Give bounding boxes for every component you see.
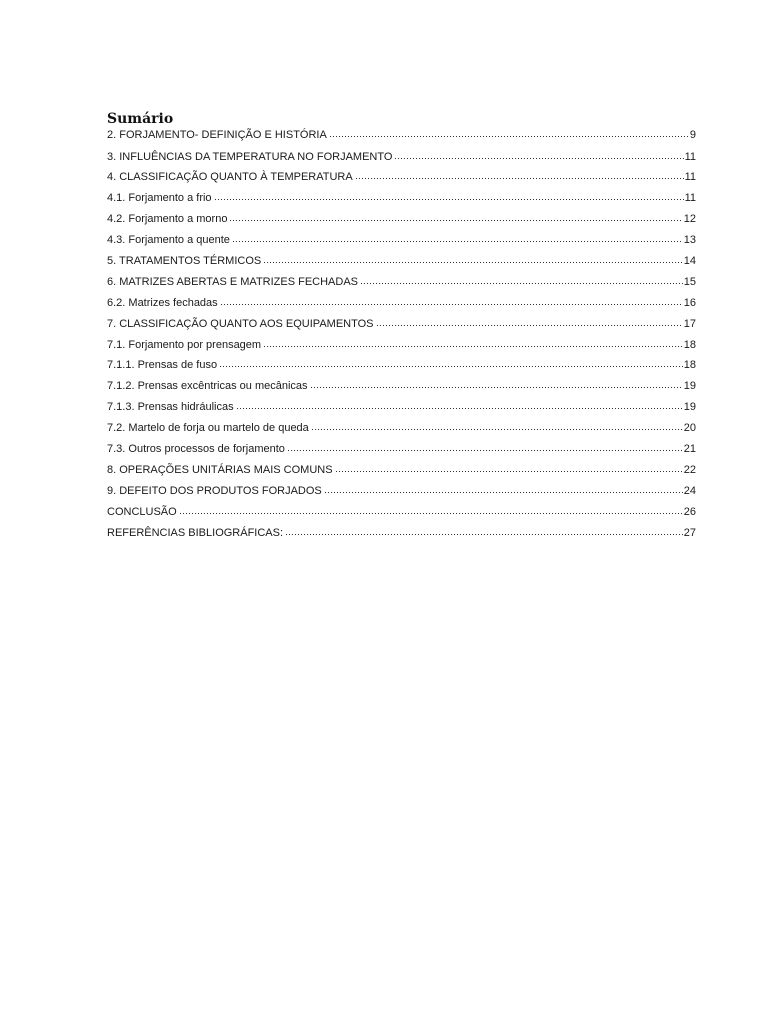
dot-leader [220,296,683,306]
toc-entry-page-number: 19 [683,401,696,414]
toc-entry[interactable] [107,379,696,400]
toc-entry-label: 6.2. Matrizes fechadas [107,296,218,309]
toc-entry-page-number: 20 [683,422,696,435]
dot-leader [329,128,689,138]
toc-entry-page-number: 15 [683,275,696,288]
toc-entry-page-number: 21 [683,442,696,455]
toc-entry-page-number: 11 [684,171,696,184]
toc-entry[interactable] [107,400,696,421]
toc-entry-page-number: 18 [683,338,696,351]
dot-leader [229,212,682,222]
dot-leader [360,275,683,285]
toc-entry-page-number: 11 [684,150,696,163]
toc-entry-page-number: 22 [683,463,696,476]
toc-entry-page-number: 9 [689,129,696,141]
toc-entry[interactable] [107,317,696,338]
dot-leader [263,338,683,348]
dot-leader [311,421,683,431]
toc-entry-label: 3. INFLUÊNCIAS DA TEMPERATURA NO FORJAMENTO [107,150,393,163]
toc-entry-label: 7. CLASSIFICAÇÃO QUANTO AOS EQUIPAMENTOS [107,317,374,330]
toc-entry[interactable] [107,191,696,212]
dot-leader [335,463,683,473]
toc-entry-label: 4. CLASSIFICAÇÃO QUANTO À TEMPERATURA [107,171,353,184]
toc-entry[interactable] [107,421,696,442]
toc-entry-label: 4.3. Forjamento a quente [107,234,230,247]
dot-leader [263,254,683,264]
toc-entry-label: REFERÊNCIAS BIBLIOGRÁFICAS: [107,526,284,539]
toc-entry-label: 8. OPERAÇÕES UNITÁRIAS MAIS COMUNS [107,463,333,476]
toc-entry[interactable] [107,442,696,463]
toc-entry[interactable] [107,338,696,359]
toc-entry[interactable] [107,170,696,191]
toc-title: Sumário [107,111,174,127]
toc-entry-page-number: 27 [683,526,696,539]
toc-entry-label: 7.1. Forjamento por prensagem [107,338,262,351]
toc-entry-label: 4.2. Forjamento a morno [107,213,228,226]
toc-entry-page-number: 26 [683,505,696,518]
toc-entry-label: 7.2. Martelo de forja ou martelo de queda [107,422,309,435]
dot-leader [232,233,683,243]
toc-entry-page-number: 18 [683,359,696,372]
toc-entry-label: 9. DEFEITO DOS PRODUTOS FORJADOS [107,484,322,497]
dot-leader [236,400,683,410]
toc-entry-label: 2. FORJAMENTO- DEFINIÇÃO E HISTÓRIA [107,129,327,141]
toc-entry[interactable] [107,463,696,484]
toc-entry-list [107,128,696,546]
toc-entry-label: 7.3. Outros processos de forjamento [107,442,285,455]
toc-entry-page-number: 16 [683,296,696,309]
dot-leader [324,484,683,494]
toc-entry-page-number: 11 [684,192,696,205]
toc-entry[interactable] [107,212,696,233]
toc-entry-page-number: 19 [683,380,696,393]
dot-leader [394,150,683,160]
toc-entry-label: 5. TRATAMENTOS TÉRMICOS [107,254,262,267]
toc-entry[interactable] [107,128,696,150]
toc-entry-label: 6. MATRIZES ABERTAS E MATRIZES FECHADAS [107,275,359,288]
toc-entry[interactable] [107,505,696,526]
toc-entry[interactable] [107,358,696,379]
dot-leader [287,442,683,452]
toc-entry[interactable] [107,484,696,505]
toc-entry[interactable] [107,296,696,317]
dot-leader [310,379,683,389]
toc-entry[interactable] [107,254,696,275]
toc-entry-label: 7.1.1. Prensas de fuso [107,359,218,372]
toc-entry-page-number: 17 [683,317,696,330]
dot-leader [355,170,684,180]
toc-entry-page-number: 14 [683,254,696,267]
table-of-contents [107,110,696,546]
toc-entry-page-number: 12 [683,213,696,226]
toc-entry[interactable] [107,150,696,171]
toc-entry[interactable] [107,275,696,296]
toc-entry-page-number: 13 [683,234,696,247]
toc-entry-label: CONCLUSÃO [107,505,177,518]
toc-entry[interactable] [107,233,696,254]
toc-entry[interactable] [107,526,696,547]
toc-entry-page-number: 24 [683,484,696,497]
dot-leader [219,358,683,368]
dot-leader [179,505,683,515]
toc-entry-label: 7.1.2. Prensas excêntricas ou mecânicas [107,380,308,393]
toc-entry-label: 4.1. Forjamento a frio [107,192,212,205]
dot-leader [285,526,683,536]
dot-leader [376,317,683,327]
dot-leader [214,191,684,201]
toc-entry-label: 7.1.3. Prensas hidráulicas [107,401,234,414]
